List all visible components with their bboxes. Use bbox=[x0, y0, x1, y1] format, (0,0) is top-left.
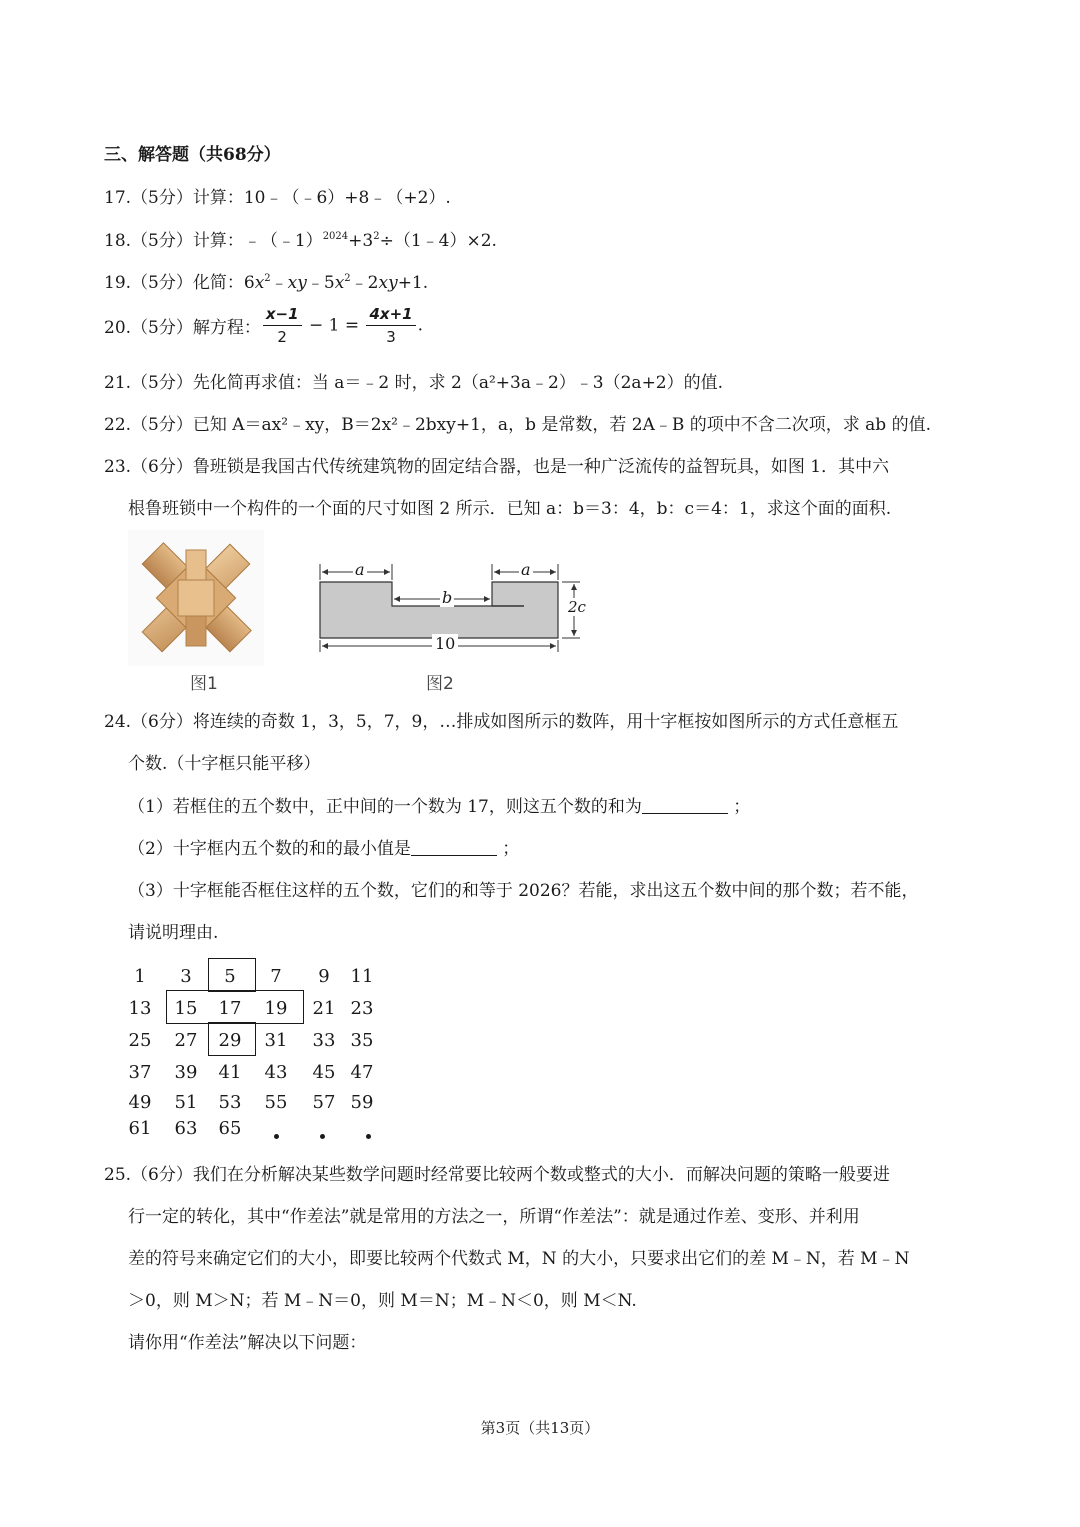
grid-number: 41 bbox=[218, 1062, 242, 1083]
punct: ； bbox=[502, 839, 520, 859]
sub-question-3: （3）十字框能否框住这样的五个数，它们的和等于 2026？若能，求出这五个数中间的那个数；若不能， bbox=[128, 881, 919, 901]
answer-blank-2[interactable] bbox=[411, 839, 497, 856]
grid-number: 61 bbox=[128, 1118, 152, 1139]
ellipsis-dot bbox=[320, 1134, 325, 1139]
grid-number: 17 bbox=[218, 998, 242, 1019]
grid-number: 63 bbox=[174, 1118, 198, 1139]
question-24-line2: 个数.（十字框只能平移） bbox=[128, 754, 321, 774]
question-19 bbox=[104, 268, 428, 293]
grid-number: 35 bbox=[350, 1030, 374, 1051]
figure-1-caption: 图1 bbox=[190, 674, 218, 694]
grid-number: 43 bbox=[264, 1062, 288, 1083]
grid-number: 9 bbox=[318, 966, 330, 987]
grid-number: 11 bbox=[350, 966, 374, 987]
question-text: 鲁班锁是我国古代传统建筑物的固定结合器，也是一种广泛流传的益智玩具，如图 1．其中六 bbox=[192, 457, 890, 477]
question-25-line5: 请你用“作差法”解决以下问题： bbox=[128, 1333, 367, 1353]
fraction bbox=[366, 305, 415, 346]
grid-number: 19 bbox=[264, 998, 288, 1019]
grid-number: 47 bbox=[350, 1062, 374, 1083]
expr-part: . bbox=[417, 315, 423, 336]
question-number: 19.（5分） bbox=[104, 273, 193, 293]
grid-number: 39 bbox=[174, 1062, 198, 1083]
label-2c: 2c bbox=[568, 598, 586, 616]
denominator: 2 bbox=[277, 328, 287, 346]
question-text: 先化简再求值：当 a＝﹣2 时，求 2（a²+3a﹣2）﹣3（2a+2）的值. bbox=[192, 373, 724, 393]
variable: xy bbox=[287, 273, 307, 293]
grid-number: 27 bbox=[174, 1030, 198, 1051]
question-text: 将连续的奇数 1，3，5，7，9，…排成如图所示的数阵，用十字框按如图所示的方式任意框五 bbox=[192, 712, 899, 732]
expr-part: ÷（1﹣4）×2. bbox=[379, 231, 497, 251]
variable: xy bbox=[378, 273, 398, 293]
question-18 bbox=[104, 226, 497, 251]
question-23-line2: 根鲁班锁中一个构件的一个面的尺寸如图 2 所示．已知 a：b＝3：4，b：c＝4：1，求这个面的面积. bbox=[128, 499, 892, 519]
grid-number: 1 bbox=[134, 966, 146, 987]
sub-question-text: （1）若框住的五个数中，正中间的一个数为 17，则这五个数的和为 bbox=[128, 797, 642, 817]
sub-question-2 bbox=[128, 834, 519, 859]
question-text: 已知 A＝ax²﹣xy，B＝2x²﹣2bxy+1，a，b 是常数，若 2A﹣B 的项中不含二次项，求 ab 的值. bbox=[192, 415, 931, 435]
ellipsis-dot bbox=[274, 1134, 279, 1139]
grid-number: 3 bbox=[180, 966, 192, 987]
figure-2-caption: 图2 bbox=[426, 674, 454, 694]
question-24 bbox=[104, 707, 898, 732]
sub-question-text: （2）十字框内五个数的和的最小值是 bbox=[128, 839, 411, 859]
label-a-left: a bbox=[355, 560, 365, 579]
question-number: 24.（6分） bbox=[104, 712, 193, 732]
question-21 bbox=[104, 368, 723, 393]
sub-question-3-line2: 请说明理由. bbox=[128, 923, 219, 943]
grid-number: 59 bbox=[350, 1092, 374, 1113]
question-20 bbox=[104, 305, 423, 346]
exponent: 2024 bbox=[322, 231, 349, 242]
question-23 bbox=[104, 452, 889, 477]
question-17 bbox=[104, 183, 451, 208]
fraction bbox=[263, 305, 302, 346]
expr-part: 化简：6 bbox=[192, 273, 255, 293]
question-text: 我们在分析解决某些数学问题时经常要比较两个数或整式的大小．而解决问题的策略一般要进 bbox=[192, 1165, 890, 1185]
question-number: 22.（5分） bbox=[104, 415, 193, 435]
question-25 bbox=[104, 1160, 890, 1185]
grid-number: 45 bbox=[312, 1062, 336, 1083]
grid-number: 15 bbox=[174, 998, 198, 1019]
grid-number: 33 bbox=[312, 1030, 336, 1051]
question-number: 20.（5分） bbox=[104, 318, 193, 338]
question-22 bbox=[104, 410, 931, 435]
denominator: 3 bbox=[386, 328, 396, 346]
grid-number: 65 bbox=[218, 1118, 242, 1139]
grid-number: 57 bbox=[312, 1092, 336, 1113]
grid-number: 55 bbox=[264, 1092, 288, 1113]
ellipsis-dot bbox=[366, 1134, 371, 1139]
grid-number: 49 bbox=[128, 1092, 152, 1113]
expr-part: 解方程： bbox=[192, 318, 261, 338]
numerator: x−1 bbox=[263, 305, 302, 326]
grid-number: 25 bbox=[128, 1030, 152, 1051]
question-25-line3: 差的符号来确定它们的大小，即要比较两个代数式 M，N 的大小，只要求出它们的差 M﹣N，若 M﹣N bbox=[128, 1249, 910, 1269]
grid-number: 29 bbox=[218, 1030, 242, 1051]
expr-part: ﹣5 bbox=[306, 273, 335, 293]
grid-number: 31 bbox=[264, 1030, 288, 1051]
grid-number: 7 bbox=[270, 966, 282, 987]
question-25-line2: 行一定的转化，其中“作差法”就是常用的方法之一，所谓“作差法”：就是通过作差、变形、并利用 bbox=[128, 1207, 860, 1227]
question-number: 23.（6分） bbox=[104, 457, 193, 477]
question-number: 17.（5分） bbox=[104, 188, 193, 208]
page-footer: 第3页（共13页） bbox=[480, 1419, 600, 1437]
expr-part: ﹣2 bbox=[350, 273, 379, 293]
section-title: 三、解答题（共68分） bbox=[104, 145, 281, 165]
odd-number-grid bbox=[118, 958, 398, 1146]
question-25-line4: ＞0，则 M＞N；若 M﹣N＝0，则 M＝N；M﹣N＜0，则 M＜N. bbox=[128, 1291, 637, 1311]
label-b: b bbox=[442, 588, 453, 607]
grid-number: 37 bbox=[128, 1062, 152, 1083]
question-number: 25.（6分） bbox=[104, 1165, 193, 1185]
expr-part: 计算：﹣（﹣1） bbox=[192, 231, 323, 251]
grid-number: 51 bbox=[174, 1092, 198, 1113]
answer-blank-1[interactable] bbox=[642, 797, 728, 814]
label-a-right: a bbox=[521, 560, 531, 579]
grid-number: 13 bbox=[128, 998, 152, 1019]
grid-number: 53 bbox=[218, 1092, 242, 1113]
variable: x bbox=[254, 273, 265, 293]
expr-part: ﹣ bbox=[270, 273, 288, 293]
question-number: 21.（5分） bbox=[104, 373, 193, 393]
numerator: 4x+1 bbox=[366, 305, 415, 326]
luban-lock-image bbox=[128, 530, 264, 666]
exponent: 2 bbox=[264, 273, 271, 284]
question-text: 计算：10﹣（﹣6）+8﹣（+2）. bbox=[192, 188, 451, 208]
grid-number: 5 bbox=[224, 966, 236, 987]
punct: ； bbox=[733, 797, 751, 817]
expr-part: +1. bbox=[397, 273, 429, 293]
variable: x bbox=[334, 273, 345, 293]
expr-part: − 1 = bbox=[303, 315, 365, 336]
question-number: 18.（5分） bbox=[104, 231, 193, 251]
label-10: 10 bbox=[432, 634, 458, 653]
grid-number: 23 bbox=[350, 998, 374, 1019]
grid-number: 21 bbox=[312, 998, 336, 1019]
exponent: 2 bbox=[373, 231, 380, 242]
exponent: 2 bbox=[344, 273, 351, 284]
sub-question-1 bbox=[128, 792, 750, 817]
expr-part: +3 bbox=[348, 231, 374, 251]
